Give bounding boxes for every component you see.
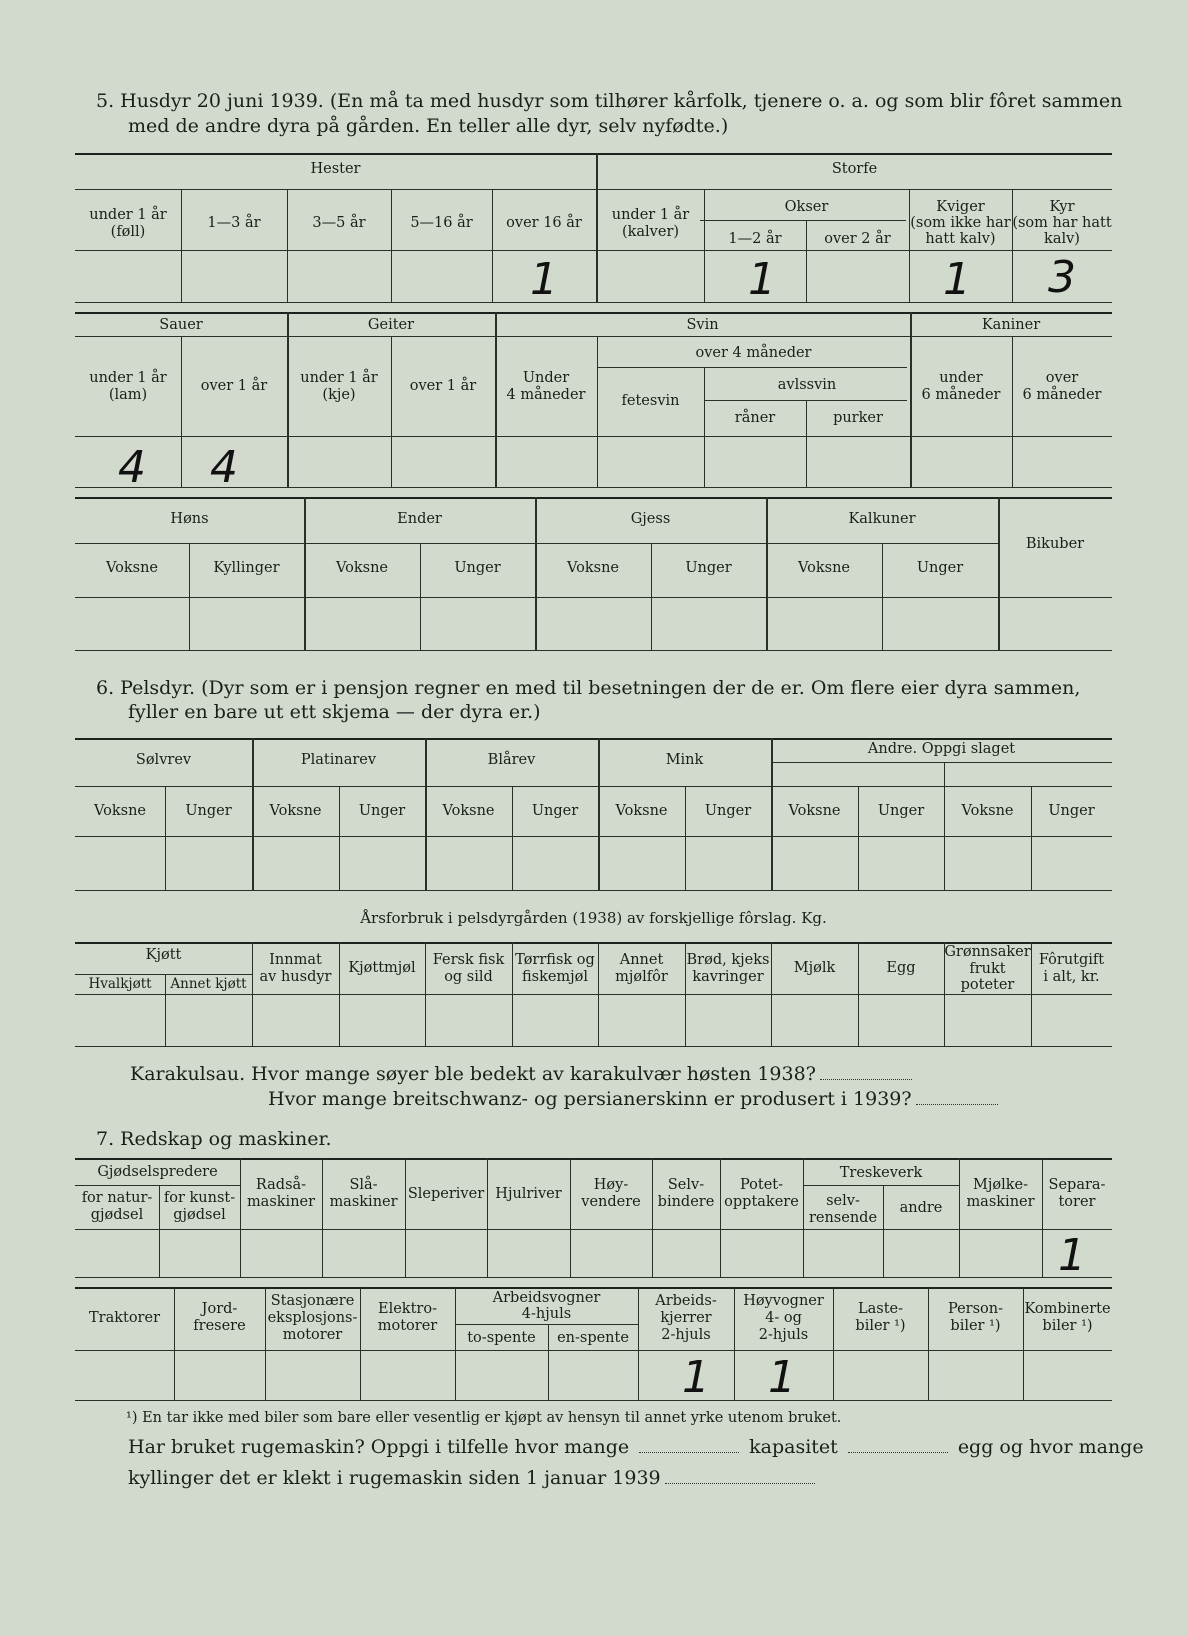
col-andre1-unger: Unger bbox=[877, 803, 925, 819]
col-okser-1-2: 1—2 år bbox=[728, 231, 782, 247]
col-foll-2: (føll) bbox=[110, 224, 146, 240]
col-treskeverk: Treskeverk bbox=[839, 1165, 923, 1181]
col-personbiler-2: biler ¹) bbox=[950, 1318, 1001, 1334]
col-torrfisk-2: fiskemjøl bbox=[521, 969, 589, 985]
col-potet-1: Potet- bbox=[739, 1177, 784, 1193]
col-hoyvogner-2: 4- og bbox=[765, 1310, 802, 1326]
forbruk-title: Årsforbruk i pelsdyrgården (1938) av forskjellige fôrslag. Kg. bbox=[360, 909, 827, 927]
karakul-q1-answer[interactable] bbox=[820, 1079, 912, 1080]
rugemaskin-kapasitet[interactable] bbox=[848, 1452, 948, 1453]
col-separatorer-1: Separa- bbox=[1048, 1177, 1106, 1193]
col-lam-2: (lam) bbox=[108, 387, 148, 403]
col-gronnsaker-2: frukt bbox=[969, 961, 1006, 977]
col-kanin-over-1: over bbox=[1045, 370, 1079, 386]
karakul-q2: Hvor mange breitschwanz- og persianerskinn er produsert i 1939? bbox=[268, 1086, 998, 1112]
col-tospente: to-spente bbox=[467, 1330, 536, 1346]
col-stasjonaere-2: eksplosjons- bbox=[267, 1310, 358, 1326]
rugemaskin-kyllinger[interactable] bbox=[665, 1483, 815, 1484]
value-okser-over2[interactable]: 1 bbox=[748, 254, 776, 305]
col-kaniner: Kaniner bbox=[981, 317, 1041, 333]
col-kviger-1: Kviger bbox=[936, 199, 985, 215]
col-fetesvin: fetesvin bbox=[621, 393, 680, 409]
col-radsa-2: maskiner bbox=[246, 1194, 316, 1210]
col-potet-2: opptakere bbox=[724, 1194, 799, 1210]
col-fersk-2: og sild bbox=[444, 969, 493, 985]
col-elektromotorer-1: Elektro- bbox=[378, 1301, 437, 1317]
col-kje-1: under 1 år bbox=[300, 370, 378, 386]
col-innmat-2: av husdyr bbox=[259, 969, 332, 985]
value-lam[interactable]: 4 bbox=[118, 442, 146, 493]
col-kanin-over-2: 6 måneder bbox=[1022, 387, 1102, 403]
col-kunst-1: for kunst- bbox=[163, 1190, 236, 1206]
col-jordfresere-1: Jord- bbox=[201, 1301, 238, 1317]
value-hoyvogner[interactable]: 1 bbox=[768, 1352, 796, 1403]
col-sla-2: maskiner bbox=[329, 1194, 398, 1210]
col-hons-voksne: Voksne bbox=[105, 560, 159, 576]
col-mjolkemaskiner-1: Mjølke- bbox=[973, 1177, 1028, 1193]
col-ender-voksne: Voksne bbox=[335, 560, 389, 576]
col-traktorer: Traktorer bbox=[88, 1310, 161, 1326]
col-kalkuner-voksne: Voksne bbox=[797, 560, 851, 576]
col-kalkuner: Kalkuner bbox=[848, 511, 916, 527]
col-selvbindere-1: Selv- bbox=[667, 1177, 705, 1193]
col-gronnsaker-1: Grønnsaker bbox=[944, 944, 1031, 960]
col-torrfisk-1: Tørrfisk og bbox=[515, 952, 595, 968]
col-kalkuner-unger: Unger bbox=[916, 560, 964, 576]
col-bikuber: Bikuber bbox=[1025, 536, 1085, 552]
col-platinarev-unger: Unger bbox=[358, 803, 406, 819]
col-kjerrer-2: kjerrer bbox=[660, 1310, 712, 1326]
col-brod-2: kavringer bbox=[692, 969, 764, 985]
col-natur-1: for natur- bbox=[81, 1190, 153, 1206]
col-natur-2: gjødsel bbox=[90, 1207, 144, 1223]
col-kyllinger: Kyllinger bbox=[213, 560, 280, 576]
section7-heading: 7. Redskap og maskiner. bbox=[96, 1128, 332, 1150]
value-kjerrer[interactable]: 1 bbox=[682, 1352, 710, 1403]
col-kalver-1: under 1 år bbox=[611, 207, 690, 223]
col-okser: Okser bbox=[784, 199, 829, 215]
col-stasjonaere-1: Stasjonære bbox=[270, 1293, 355, 1309]
col-innmat-1: Innmat bbox=[269, 952, 322, 968]
col-gjess: Gjess bbox=[630, 511, 671, 527]
col-kunst-2: gjødsel bbox=[173, 1207, 226, 1223]
col-purker: purker bbox=[833, 410, 883, 426]
col-sla-1: Slå- bbox=[349, 1177, 378, 1193]
rugemaskin-q1: Har bruket rugemaskin? Oppgi i tilfelle hvor mange kapasitet egg og hvor mange bbox=[128, 1436, 1144, 1458]
col-ender: Ender bbox=[397, 511, 442, 527]
col-lastebiler-2: biler ¹) bbox=[855, 1318, 906, 1334]
col-solvrev: Sølvrev bbox=[135, 752, 192, 768]
col-lastebiler-1: Laste- bbox=[857, 1301, 904, 1317]
col-over16: over 16 år bbox=[506, 215, 582, 231]
col-kanin-under-1: under bbox=[939, 370, 983, 386]
col-svin-under4-2: 4 måneder bbox=[506, 387, 586, 403]
karakul-q1: Karakulsau. Hvor mange søyer ble bedekt av karakulvær høsten 1938? bbox=[130, 1061, 912, 1087]
col-kyr-2: (som har hatt bbox=[1012, 215, 1112, 231]
footnote: ¹) En tar ikke med biler som bare eller vesentlig er kjøpt av hensyn til annet yrke utenom bruket. bbox=[126, 1410, 842, 1426]
col-enspente: en-spente bbox=[557, 1330, 629, 1346]
col-jordfresere-2: freserе bbox=[193, 1318, 246, 1334]
col-sau-over1: over 1 år bbox=[200, 378, 268, 394]
col-kombinerte-1: Kombinerte bbox=[1024, 1301, 1111, 1317]
col-kalver-2: (kalver) bbox=[621, 224, 680, 240]
section6-heading-line2: fyller en bare ut ett skjema — der dyra er.) bbox=[128, 701, 541, 723]
col-annet-kjott: Annet kjøtt bbox=[170, 976, 247, 992]
col-kviger-2: (som ikke har bbox=[910, 215, 1011, 231]
col-sleperiver: Sleperiver bbox=[407, 1186, 485, 1202]
col-gjess-unger: Unger bbox=[685, 560, 732, 576]
col-platinarev-voksne: Voksne bbox=[269, 803, 322, 819]
col-brod-1: Brød, kjeks bbox=[686, 952, 770, 968]
col-kje-2: (kje) bbox=[322, 387, 356, 403]
col-5-16: 5—16 år bbox=[410, 215, 473, 231]
col-kyr-1: Kyr bbox=[1049, 199, 1075, 215]
col-blarev-voksne: Voksne bbox=[442, 803, 495, 819]
col-selvrensende-2: rensende bbox=[808, 1210, 878, 1226]
col-ender-unger: Unger bbox=[454, 560, 501, 576]
col-hoyvendere-2: vendere bbox=[581, 1194, 641, 1210]
col-storfe: Storfe bbox=[831, 161, 878, 177]
col-kjottmjol: Kjøttmjøl bbox=[348, 960, 416, 976]
col-svin: Svin bbox=[686, 317, 719, 333]
col-fersk-1: Fersk fisk bbox=[432, 952, 505, 968]
col-lam-1: under 1 år bbox=[89, 370, 167, 386]
col-mjolk: Mjølk bbox=[793, 960, 836, 976]
col-hjulriver: Hjulriver bbox=[495, 1186, 562, 1202]
col-kombinerte-2: biler ¹) bbox=[1042, 1318, 1093, 1334]
col-geit-over1: over 1 år bbox=[409, 378, 477, 394]
value-sau-over1[interactable]: 4 bbox=[210, 442, 238, 493]
col-annet-1: Annet bbox=[619, 952, 664, 968]
col-selvrensende-1: selv- bbox=[826, 1193, 860, 1209]
col-solvrev-voksne: Voksne bbox=[93, 803, 147, 819]
col-kjerrer-1: Arbeids- bbox=[655, 1293, 717, 1309]
col-solvrev-unger: Unger bbox=[185, 803, 232, 819]
col-okser-over2: over 2 år bbox=[824, 231, 891, 247]
value-hester-over16[interactable]: 1 bbox=[530, 254, 558, 305]
col-selvbindere-2: bindere bbox=[657, 1194, 715, 1210]
col-forutgift-2: i alt, kr. bbox=[1043, 969, 1100, 985]
col-sauer: Sauer bbox=[159, 317, 203, 333]
col-geiter: Geiter bbox=[367, 317, 415, 333]
col-svin-under4-1: Under bbox=[522, 370, 570, 386]
col-raner: råner bbox=[734, 410, 776, 426]
col-blarev-unger: Unger bbox=[531, 803, 579, 819]
col-hoyvogner-1: Høyvogner bbox=[743, 1293, 824, 1309]
col-elektromotorer-2: motorer bbox=[377, 1318, 438, 1334]
col-stasjonaere-3: motorer bbox=[282, 1327, 343, 1343]
col-hoyvogner-3: 2-hjuls bbox=[758, 1327, 809, 1343]
col-andre: Andre. Oppgi slaget bbox=[867, 741, 1016, 757]
section6-heading: 6. Pelsdyr. (Dyr som er i pensjon regner en med til besetningen der de er. Om flere eier dyra sammen, bbox=[96, 677, 1081, 699]
col-svin-over4: over 4 måneder bbox=[695, 345, 812, 361]
col-kjerrer-3: 2-hjuls bbox=[661, 1327, 711, 1343]
col-egg: Egg bbox=[886, 960, 916, 976]
col-radsa-1: Radså- bbox=[255, 1177, 307, 1193]
karakul-q2-answer[interactable] bbox=[916, 1104, 998, 1105]
value-separatorer[interactable]: 1 bbox=[1058, 1230, 1086, 1281]
col-3-5: 3—5 år bbox=[312, 215, 366, 231]
col-avlssvin: avlssvin bbox=[777, 377, 837, 393]
col-gjodselspredere: Gjødselspredere bbox=[97, 1164, 218, 1180]
col-gjess-voksne: Voksne bbox=[566, 560, 620, 576]
col-arbeidsvogner-2: 4-hjuls bbox=[521, 1306, 572, 1322]
col-foll-1: under 1 år bbox=[89, 207, 167, 223]
col-blarev: Blårev bbox=[487, 752, 536, 768]
col-forutgift-1: Fôrutgift bbox=[1038, 952, 1105, 968]
col-separatorer-2: torer bbox=[1058, 1194, 1096, 1210]
col-mjolkemaskiner-2: maskiner bbox=[966, 1194, 1035, 1210]
col-platinarev: Platinarev bbox=[300, 752, 377, 768]
col-annet-2: mjølfôr bbox=[615, 969, 668, 985]
col-kviger-3: hatt kalv) bbox=[925, 231, 996, 247]
col-andre1-voksne: Voksne bbox=[788, 803, 841, 819]
value-kyr[interactable]: 3 bbox=[1048, 252, 1076, 303]
col-hoyvendere-1: Høy- bbox=[593, 1177, 629, 1193]
rugemaskin-q2: kyllinger det er klekt i rugemaskin siden 1 januar 1939 bbox=[128, 1465, 815, 1491]
col-mink: Mink bbox=[665, 752, 704, 768]
col-kyr-3: kalv) bbox=[1044, 231, 1080, 247]
col-hester: Hester bbox=[310, 161, 361, 177]
col-andre2-voksne: Voksne bbox=[961, 803, 1014, 819]
col-mink-voksne: Voksne bbox=[615, 803, 668, 819]
col-treskeverk-andre: andre bbox=[899, 1200, 943, 1216]
col-andre2-unger: Unger bbox=[1048, 803, 1095, 819]
col-personbiler-1: Person- bbox=[947, 1301, 1004, 1317]
section5-heading: 5. Husdyr 20 juni 1939. (En må ta med husdyr som tilhører kårfolk, tjenere o. a. og som blir fôret sammen bbox=[96, 90, 1123, 112]
col-kjott: Kjøtt bbox=[145, 947, 182, 963]
col-hvalkjott: Hvalkjøtt bbox=[88, 976, 152, 992]
section5-heading-line2: med de andre dyra på gården. En teller alle dyr, selv nyfødte.) bbox=[128, 115, 729, 137]
col-1-3: 1—3 år bbox=[207, 215, 261, 231]
value-kviger[interactable]: 1 bbox=[943, 254, 971, 305]
col-arbeidsvogner-1: Arbeidsvogner bbox=[492, 1290, 601, 1306]
col-kanin-under-2: 6 måneder bbox=[921, 387, 1001, 403]
col-hons: Høns bbox=[170, 511, 209, 527]
col-gronnsaker-3: poteter bbox=[960, 977, 1015, 993]
rugemaskin-antall[interactable] bbox=[639, 1452, 739, 1453]
col-mink-unger: Unger bbox=[704, 803, 752, 819]
